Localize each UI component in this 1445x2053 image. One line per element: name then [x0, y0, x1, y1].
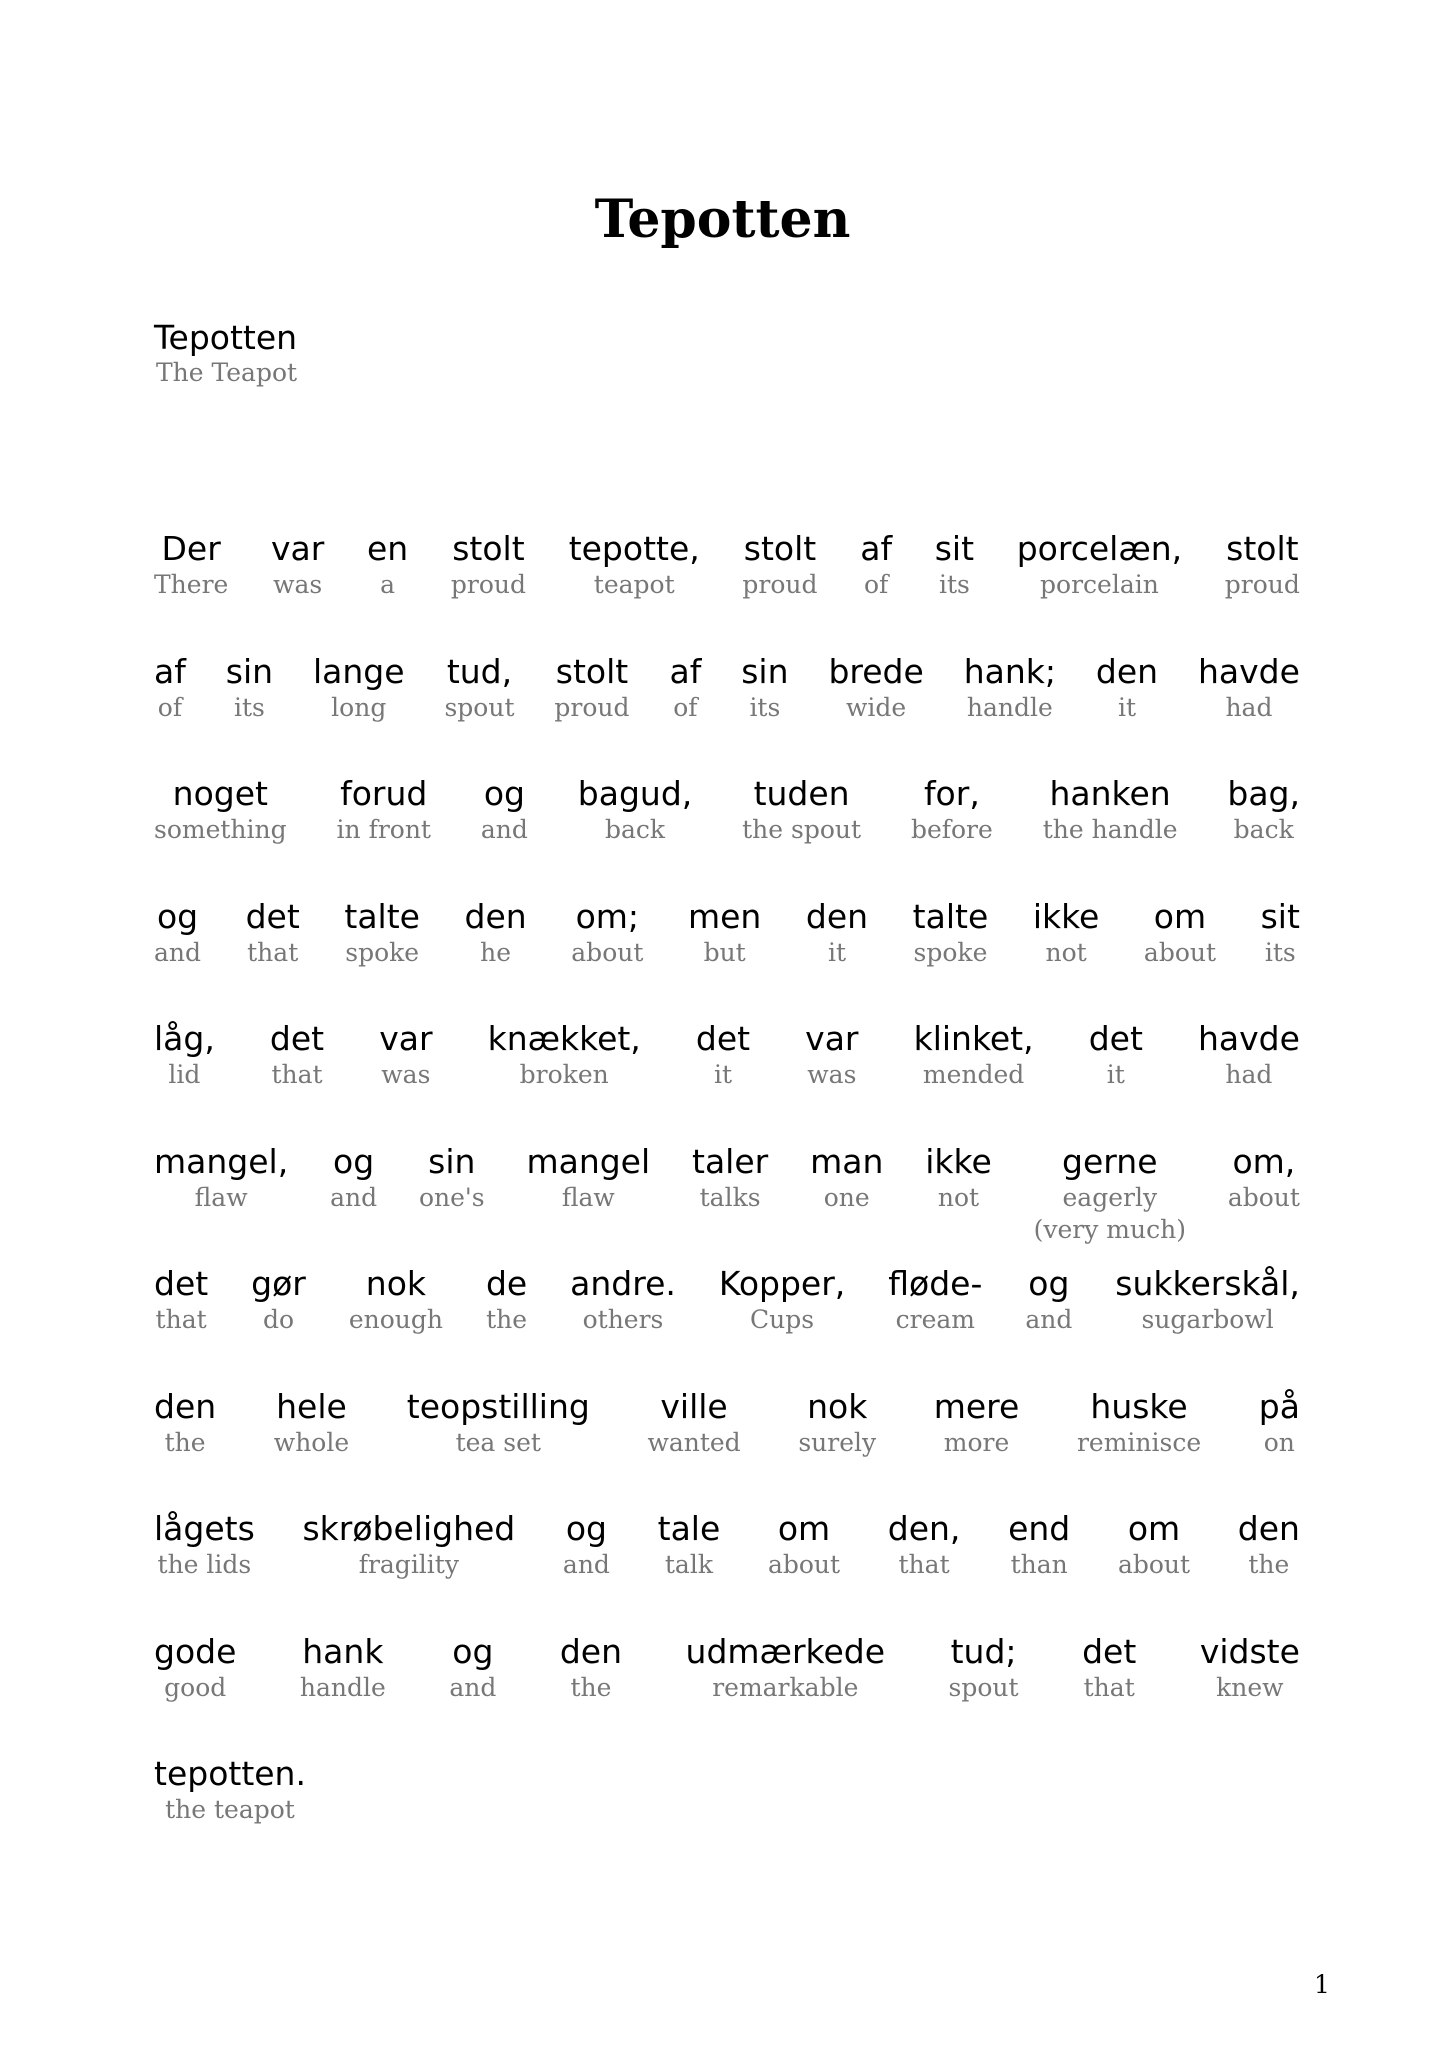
english-gloss: was [273, 570, 323, 599]
danish-word: den, [887, 1509, 961, 1548]
danish-word: skrøbelighed [302, 1509, 516, 1548]
word-pair [696, 1019, 750, 1142]
english-gloss: its [233, 692, 265, 722]
english-gloss: mended [922, 1060, 1025, 1089]
english-gloss: handle [299, 1672, 386, 1702]
word-pair [563, 1509, 610, 1632]
english-gloss: proud [1224, 570, 1300, 599]
english-gloss: that [898, 1550, 950, 1579]
word-pair [449, 1632, 496, 1755]
english-gloss: wide [846, 692, 907, 722]
english-gloss: tea set [455, 1427, 541, 1457]
word-pair [337, 774, 431, 897]
danish-word: om; [575, 896, 640, 936]
word-pair [154, 1509, 255, 1632]
interlinear-text [154, 529, 1300, 1877]
word-pair [935, 529, 974, 652]
word-pair [1096, 652, 1158, 775]
english-gloss: the [164, 1427, 206, 1457]
word-pair [330, 1142, 377, 1265]
danish-word: det [245, 896, 300, 936]
word-pair [379, 1019, 432, 1142]
word-pair [154, 1387, 216, 1510]
word-pair [486, 1264, 527, 1387]
english-gloss: eagerly (very much) [1033, 1182, 1186, 1244]
word-pair [569, 529, 700, 652]
danish-word: og [333, 1141, 375, 1181]
word-pair [302, 1509, 515, 1632]
danish-word: den [154, 1386, 217, 1426]
english-gloss: reminisce [1076, 1427, 1202, 1457]
danish-word: lågets [154, 1509, 255, 1548]
danish-word: stolt [1226, 529, 1299, 568]
danish-word: af [669, 651, 702, 691]
english-gloss: the [1248, 1550, 1290, 1579]
danish-word: den [805, 896, 869, 936]
danish-word: sit [1260, 896, 1300, 936]
english-gloss: it [827, 937, 847, 967]
danish-word: ikke [925, 1141, 992, 1181]
english-gloss: it [713, 1060, 733, 1089]
english-gloss: long [331, 692, 387, 722]
text-line [154, 1264, 1300, 1387]
text-line [154, 652, 1300, 775]
english-gloss: and [480, 815, 528, 844]
danish-word: hanken [1049, 774, 1171, 813]
word-pair [798, 1387, 876, 1510]
word-pair [313, 652, 405, 775]
danish-word: bag, [1227, 774, 1300, 813]
word-pair [742, 529, 817, 652]
word-pair [270, 1019, 324, 1142]
english-gloss: its [1264, 937, 1296, 967]
word-pair [914, 1019, 1034, 1142]
danish-word: og [452, 1631, 494, 1671]
text-line [154, 1509, 1300, 1632]
word-pair [1082, 1632, 1136, 1755]
danish-word: ikke [1032, 896, 1100, 936]
word-pair [1259, 1387, 1300, 1510]
english-gloss: its [749, 692, 781, 722]
word-pair [742, 774, 861, 897]
word-pair [481, 774, 528, 897]
heading-gloss: The Teapot [156, 358, 298, 387]
danish-word: den [559, 1631, 623, 1671]
english-gloss: on [1263, 1427, 1295, 1457]
english-gloss: the [486, 1305, 528, 1334]
english-gloss: and [330, 1182, 378, 1212]
word-pair [1225, 529, 1300, 652]
danish-word: Der [161, 529, 221, 568]
danish-word: stolt [743, 529, 817, 568]
word-pair [964, 652, 1056, 775]
english-gloss: broken [519, 1060, 609, 1089]
english-gloss: lid [168, 1060, 201, 1089]
word-pair [154, 652, 186, 775]
word-pair [647, 1387, 740, 1510]
english-gloss: sugarbowl [1141, 1305, 1274, 1334]
story-heading [154, 318, 297, 388]
word-pair [1200, 1632, 1300, 1755]
english-gloss: but [703, 937, 746, 967]
english-gloss: a [380, 570, 396, 599]
word-pair [367, 529, 408, 652]
page-number: 1 [1314, 1970, 1330, 1999]
english-gloss: the [570, 1672, 612, 1702]
danish-word: havde [1197, 1019, 1300, 1058]
danish-word: det [1082, 1631, 1137, 1671]
word-pair [913, 897, 989, 1020]
word-pair [246, 897, 300, 1020]
english-gloss: about [767, 1550, 841, 1579]
word-pair [686, 1632, 885, 1755]
english-gloss: had [1225, 1060, 1273, 1089]
text-line [154, 1754, 1300, 1877]
danish-word: stolt [555, 651, 629, 691]
word-pair [226, 652, 273, 775]
danish-word: og [483, 774, 525, 813]
english-gloss: it [1106, 1060, 1125, 1089]
english-gloss: and [154, 937, 202, 967]
english-gloss: and [562, 1550, 610, 1579]
english-gloss: cream [895, 1305, 975, 1334]
english-gloss: about [571, 937, 644, 967]
english-gloss: There [154, 570, 229, 599]
english-gloss: and [449, 1672, 497, 1702]
text-line [154, 1142, 1300, 1265]
word-pair [570, 1264, 676, 1387]
english-gloss: was [381, 1060, 431, 1089]
word-pair [1033, 897, 1100, 1020]
english-gloss: handle [966, 692, 1053, 722]
word-pair [154, 1754, 306, 1877]
english-gloss: spoke [345, 937, 420, 967]
word-pair [719, 1264, 845, 1387]
text-line [154, 529, 1300, 652]
english-gloss: than [1010, 1550, 1068, 1579]
english-gloss: porcelain [1040, 570, 1159, 599]
danish-word: gør [251, 1264, 306, 1303]
danish-word: noget [172, 774, 268, 813]
danish-word: en [367, 529, 409, 568]
english-gloss: enough [348, 1305, 443, 1334]
word-pair [271, 529, 324, 652]
word-pair [1144, 897, 1216, 1020]
danish-word: tepotte, [568, 529, 700, 568]
danish-word: tale [657, 1509, 721, 1548]
word-pair [692, 1142, 768, 1265]
english-gloss: the spout [742, 815, 862, 844]
english-gloss: of [157, 692, 183, 722]
danish-word: det [154, 1264, 209, 1303]
danish-word: gerne [1062, 1141, 1158, 1181]
danish-word: om [1153, 896, 1207, 936]
english-gloss: of [863, 570, 889, 599]
english-gloss: do [262, 1305, 295, 1334]
danish-word: af [860, 529, 893, 568]
english-gloss: the lids [157, 1550, 252, 1579]
text-line [154, 1632, 1300, 1755]
danish-word: men [687, 896, 762, 936]
danish-word: forud [340, 774, 428, 813]
danish-word: end [1008, 1509, 1071, 1548]
english-gloss: that [155, 1305, 207, 1334]
word-pair [154, 897, 201, 1020]
word-pair [828, 652, 923, 775]
danish-word: om [1127, 1509, 1181, 1548]
english-gloss: flaw [194, 1182, 248, 1212]
danish-word: lange [312, 651, 405, 691]
english-gloss: had [1225, 692, 1273, 722]
word-pair [344, 897, 420, 1020]
word-pair [805, 1019, 858, 1142]
word-pair [444, 652, 514, 775]
word-pair [407, 1387, 590, 1510]
danish-word: udmærkede [685, 1631, 886, 1671]
danish-word: og [565, 1509, 607, 1548]
word-pair [888, 1264, 982, 1387]
word-pair [1034, 1142, 1186, 1265]
word-pair [578, 774, 692, 897]
word-pair [669, 652, 701, 775]
danish-word: stolt [452, 529, 525, 568]
danish-word: nok [807, 1386, 868, 1426]
danish-word: sin [225, 651, 274, 691]
danish-word: nok [365, 1264, 427, 1303]
english-gloss: others [582, 1305, 664, 1334]
danish-word: den [1237, 1509, 1300, 1548]
danish-word: sin [741, 651, 789, 691]
danish-word: andre. [570, 1264, 676, 1303]
danish-word: tud, [446, 651, 513, 691]
word-pair [154, 529, 228, 652]
danish-word: de [485, 1264, 528, 1303]
danish-word: hank [302, 1631, 384, 1671]
danish-word: den [1095, 651, 1159, 691]
english-gloss: that [271, 1060, 323, 1089]
danish-word: sin [428, 1141, 476, 1181]
danish-word: talte [344, 896, 420, 936]
danish-word: om [777, 1509, 831, 1548]
word-pair [1118, 1509, 1190, 1632]
english-gloss: spout [444, 692, 515, 722]
danish-word: gode [154, 1631, 237, 1671]
danish-word: det [1088, 1019, 1143, 1058]
word-pair [154, 1632, 236, 1755]
danish-word: den [464, 896, 527, 936]
danish-word: på [1258, 1386, 1300, 1426]
word-pair [925, 1142, 992, 1265]
english-gloss: the handle [1042, 815, 1178, 844]
word-pair [154, 1142, 288, 1265]
word-pair [806, 897, 868, 1020]
english-gloss: before [910, 815, 993, 844]
word-pair [888, 1509, 961, 1632]
danish-word: sit [934, 529, 975, 568]
danish-word: hele [276, 1386, 347, 1426]
word-pair [911, 774, 993, 897]
danish-word: det [695, 1019, 751, 1058]
english-gloss: knew [1216, 1672, 1284, 1702]
danish-word: teopstilling [406, 1386, 590, 1426]
english-gloss: one [823, 1182, 870, 1212]
word-pair [349, 1264, 443, 1387]
english-gloss: about [1117, 1550, 1191, 1579]
english-gloss: wanted [647, 1427, 741, 1457]
danish-word: og [156, 896, 199, 936]
danish-word: porcelæn, [1016, 529, 1183, 568]
danish-word: og [1028, 1264, 1070, 1303]
english-gloss: proud [742, 570, 818, 599]
english-gloss: about [1143, 937, 1217, 967]
english-gloss: he [480, 937, 512, 967]
english-gloss: proud [450, 570, 527, 599]
danish-word: man [810, 1141, 884, 1181]
word-pair [934, 1387, 1020, 1510]
english-gloss: not [1045, 937, 1087, 967]
danish-word: mangel, [154, 1141, 289, 1181]
word-pair [1238, 1509, 1300, 1632]
danish-word: var [805, 1019, 859, 1058]
english-gloss: that [1083, 1672, 1135, 1702]
word-pair [154, 774, 287, 897]
english-gloss: not [937, 1182, 980, 1212]
danish-word: Kopper, [718, 1264, 846, 1303]
word-pair [1077, 1387, 1201, 1510]
english-gloss: back [604, 815, 666, 844]
word-pair [526, 1142, 650, 1265]
english-gloss: was [807, 1060, 857, 1089]
danish-word: ville [660, 1386, 728, 1426]
word-pair [1043, 774, 1178, 897]
text-line [154, 1387, 1300, 1510]
word-pair [1089, 1019, 1143, 1142]
danish-word: for, [923, 774, 980, 813]
word-pair [741, 652, 788, 775]
danish-word: bagud, [577, 774, 693, 813]
word-pair [1198, 652, 1300, 775]
danish-word: talte [912, 896, 989, 936]
word-pair [1115, 1264, 1300, 1387]
english-gloss: teapot [593, 570, 675, 599]
word-pair [251, 1264, 306, 1387]
danish-word: hank; [963, 651, 1056, 691]
page-title: Tepotten [594, 189, 851, 250]
word-pair [1227, 774, 1300, 897]
danish-word: knækket, [487, 1019, 641, 1058]
english-gloss: about [1227, 1182, 1300, 1212]
english-gloss: talks [699, 1182, 761, 1212]
english-gloss: and [1025, 1305, 1073, 1334]
word-pair [810, 1142, 883, 1265]
english-gloss: the teapot [165, 1795, 295, 1824]
word-pair [949, 1632, 1019, 1755]
english-gloss: talk [664, 1550, 713, 1579]
danish-word: sukkerskål, [1115, 1264, 1300, 1303]
word-pair [860, 529, 892, 652]
english-gloss: fragility [358, 1550, 459, 1579]
english-gloss: proud [554, 692, 630, 722]
english-gloss: something [154, 815, 287, 844]
danish-word: fløde- [888, 1264, 983, 1303]
english-gloss: whole [273, 1427, 350, 1457]
english-gloss: its [938, 570, 970, 599]
english-gloss: flaw [561, 1182, 615, 1212]
english-gloss: of [673, 692, 698, 722]
danish-word: klinket, [913, 1019, 1034, 1058]
word-pair [465, 897, 527, 1020]
english-gloss: in front [336, 815, 431, 844]
word-pair [554, 652, 629, 775]
danish-word: mangel [526, 1141, 651, 1181]
danish-word: taler [692, 1141, 769, 1181]
word-pair [688, 897, 761, 1020]
danish-word: tud; [950, 1631, 1017, 1671]
word-pair [768, 1509, 840, 1632]
word-pair [571, 897, 643, 1020]
english-gloss: Cups [750, 1305, 815, 1334]
word-pair [658, 1509, 721, 1632]
word-pair [274, 1387, 349, 1510]
danish-word: mere [933, 1386, 1020, 1426]
text-line [154, 897, 1300, 1020]
english-gloss: spout [948, 1672, 1019, 1702]
danish-word: vidste [1199, 1631, 1300, 1671]
danish-word: brede [828, 651, 924, 691]
word-pair [1228, 1142, 1300, 1265]
english-gloss: surely [798, 1427, 877, 1457]
danish-word: tepotten. [154, 1754, 306, 1793]
english-gloss: that [247, 937, 299, 967]
danish-word: det [269, 1019, 325, 1058]
word-pair [488, 1019, 641, 1142]
english-gloss: good [164, 1672, 227, 1702]
danish-word: om, [1232, 1141, 1296, 1181]
word-pair [1017, 529, 1182, 652]
english-gloss: it [1117, 692, 1137, 722]
danish-word: var [379, 1019, 433, 1058]
text-line [154, 774, 1300, 897]
word-pair [451, 529, 526, 652]
danish-word: var [271, 529, 325, 568]
english-gloss: one's [418, 1182, 485, 1212]
english-gloss: back [1233, 815, 1294, 844]
danish-word: havde [1198, 651, 1300, 691]
word-pair [154, 1264, 208, 1387]
danish-word: låg, [154, 1019, 215, 1058]
word-pair [1025, 1264, 1072, 1387]
english-gloss: more [943, 1427, 1010, 1457]
text-line [154, 1019, 1300, 1142]
word-pair [560, 1632, 622, 1755]
english-gloss: remarkable [712, 1672, 859, 1702]
danish-word: huske [1090, 1386, 1188, 1426]
heading-word: Tepotten [154, 318, 298, 357]
word-pair [1008, 1509, 1070, 1632]
word-pair [154, 1019, 215, 1142]
word-pair [1198, 1019, 1300, 1142]
english-gloss: spoke [913, 937, 988, 967]
danish-word: af [154, 651, 186, 691]
word-pair [300, 1632, 386, 1755]
word-pair [1261, 897, 1300, 1020]
word-pair [419, 1142, 485, 1265]
danish-word: tuden [753, 774, 850, 813]
